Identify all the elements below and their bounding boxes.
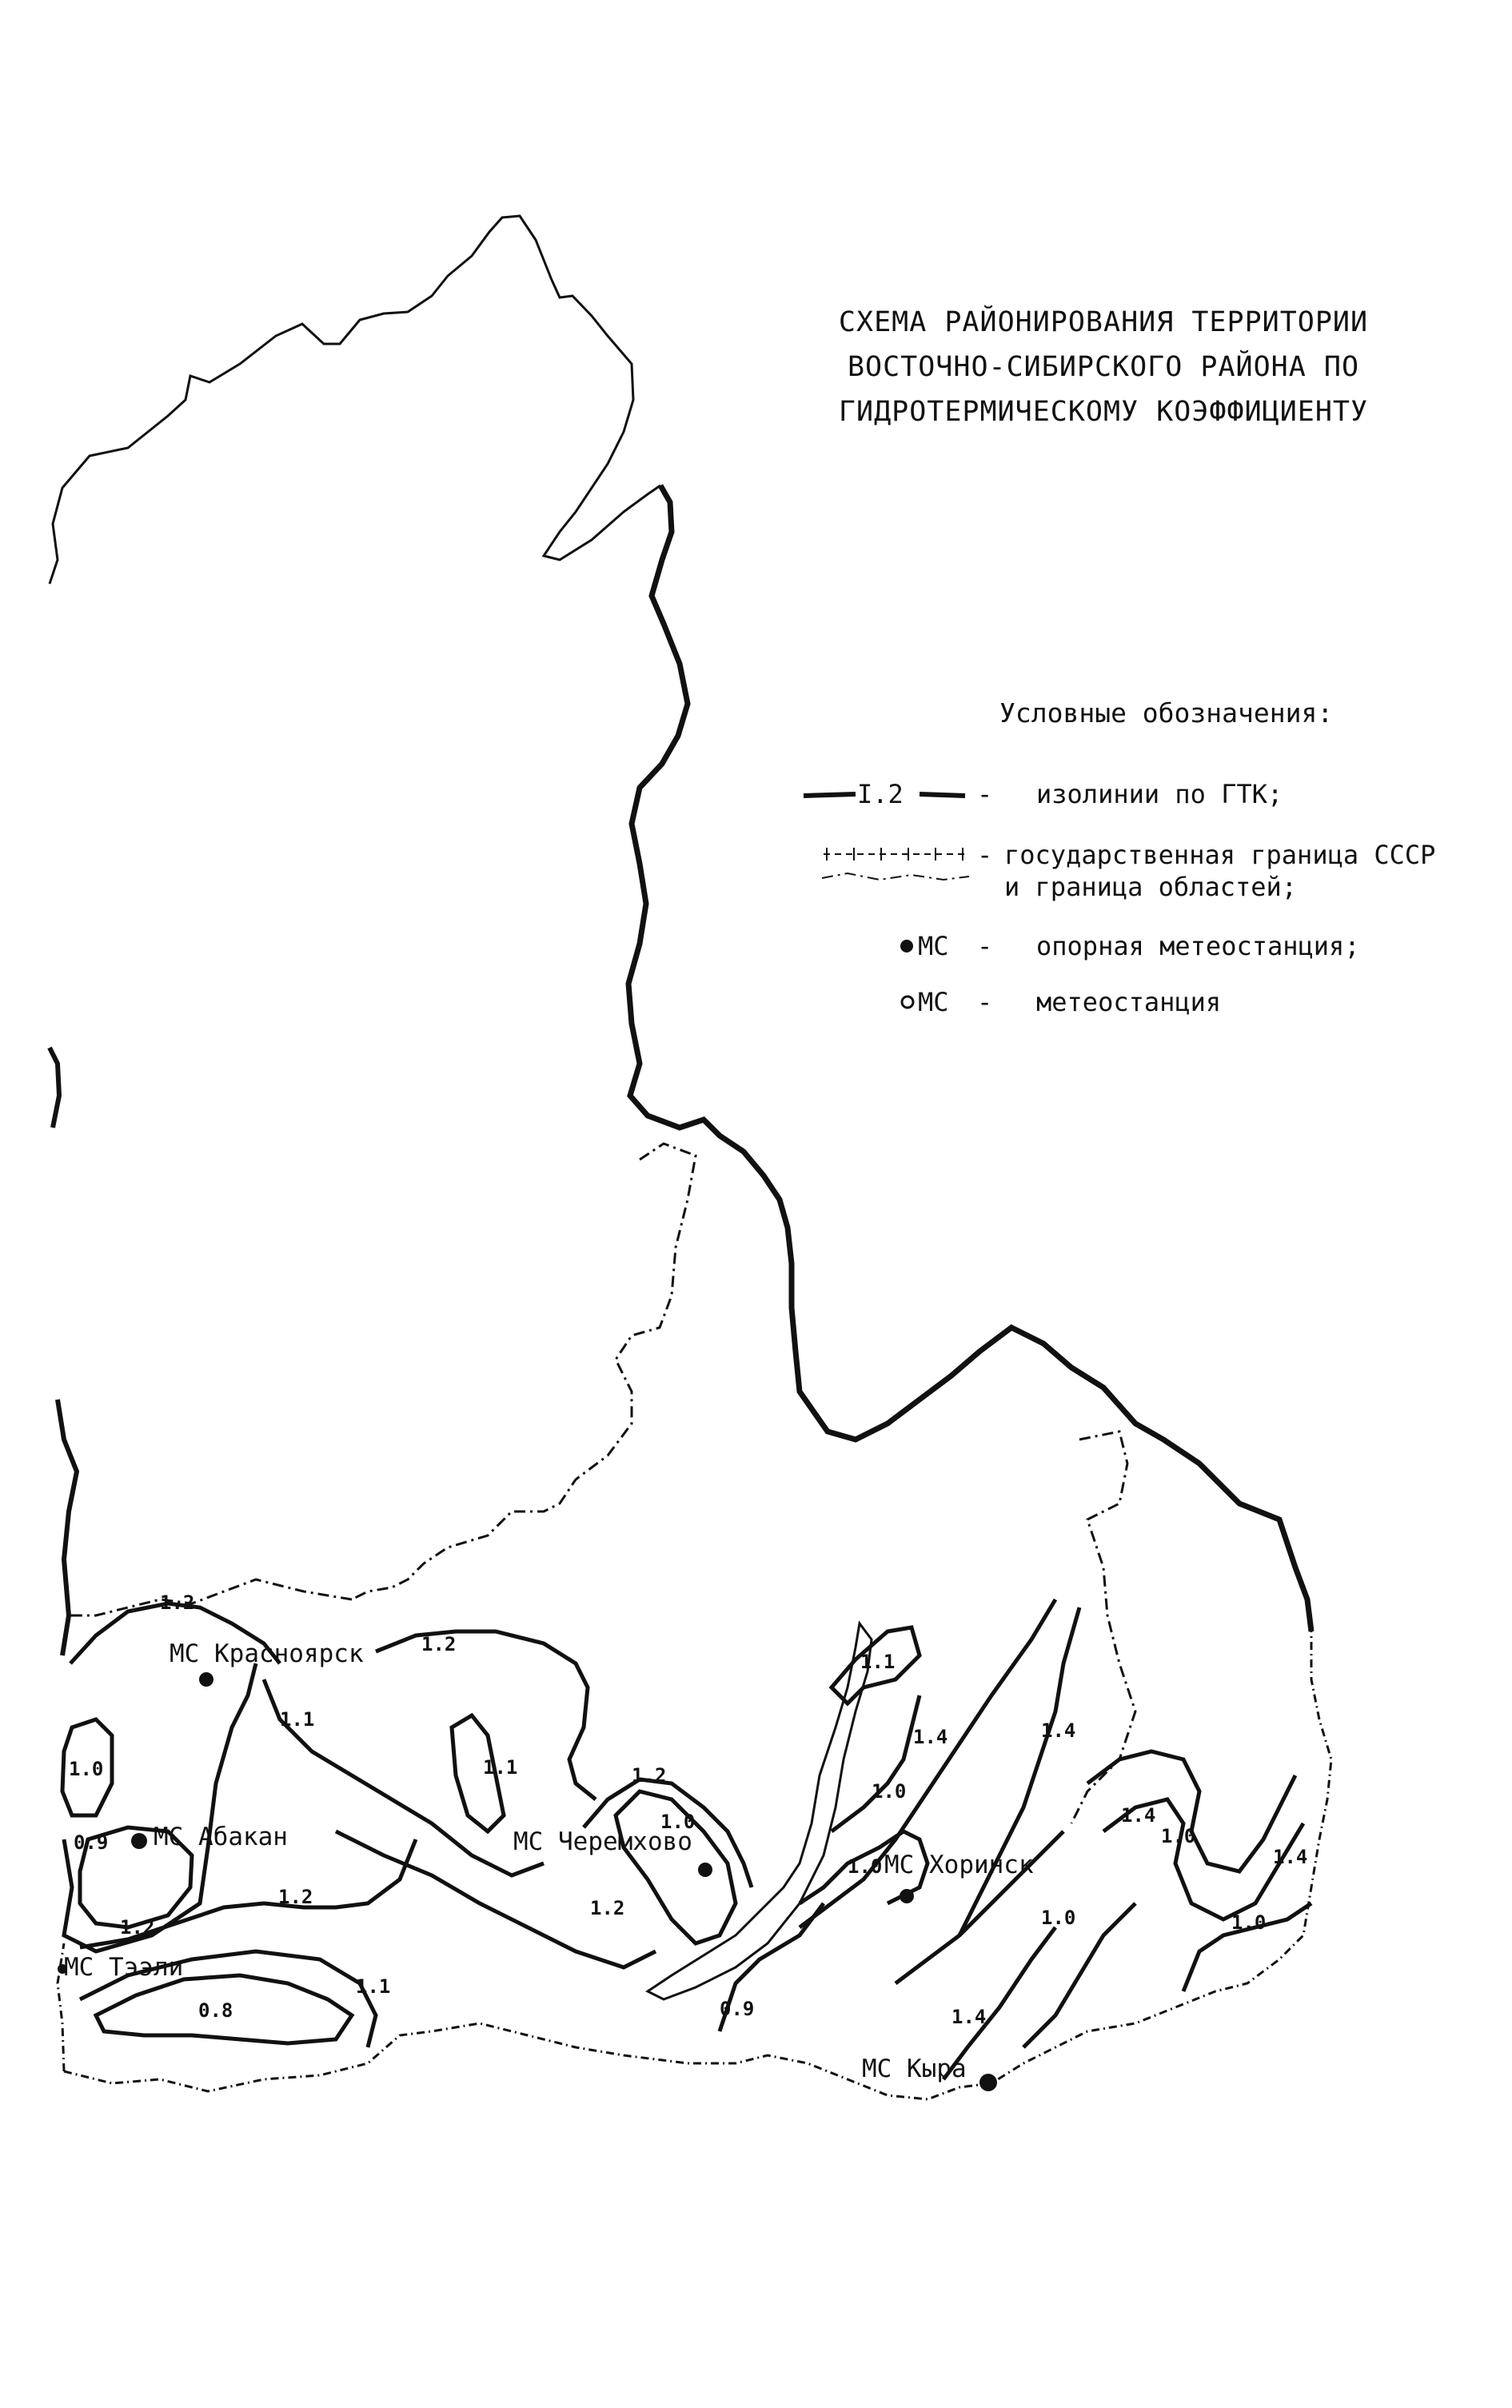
isoline-label: 0.9 (74, 1831, 109, 1854)
legend-border-text-1: государственная граница СССР (1004, 840, 1436, 870)
legend-station-circle (902, 996, 913, 1008)
isoline-label: 1.2 (120, 1916, 155, 1939)
station-marker-cheremkhovo (698, 1863, 712, 1877)
title-line-2: ВОСТОЧНО-СИБИРСКОГО РАЙОНА ПО (847, 351, 1360, 383)
isoline-label: 1.1 (280, 1708, 315, 1731)
isoline-label: 0.8 (198, 1999, 233, 2022)
legend-dash: - (977, 840, 993, 870)
state-border (628, 485, 1311, 1631)
isoline-label: 1.2 (632, 1764, 667, 1787)
isoline-1.4-south (1023, 1903, 1135, 2047)
legend-isoline-sample-text: I.2 (857, 779, 904, 809)
isoline-label: 1.0 (872, 1780, 907, 1803)
isoline-label: 1.4 (1273, 1846, 1308, 1868)
legend-station-text: метеостанция (1036, 987, 1222, 1017)
legend-station-symbol: МС (918, 987, 949, 1017)
isoline-1.0-khor (832, 1695, 920, 1831)
legend-ref-station-text: опорная метеостанция; (1036, 931, 1360, 961)
isoline-label: 1.0 (848, 1855, 883, 1878)
legend-ref-station-symbol: МС (918, 931, 949, 961)
coastline-north (50, 216, 660, 584)
station-label-khorinsk: МС Хоринск (884, 1851, 1034, 1879)
legend-heading: Условные обозначения: (999, 697, 1334, 729)
south-west-border (58, 1943, 64, 2071)
station-marker-krasnoyarsk (199, 1672, 213, 1687)
isoline-label: 1.1 (483, 1756, 518, 1779)
title-line-1: СХЕМА РАЙОНИРОВАНИЯ ТЕРРИТОРИИ (838, 306, 1369, 338)
station-label-krasnoyarsk: МС Красноярск (170, 1639, 364, 1668)
legend-regional-border-sample (822, 873, 969, 880)
isoline-label: 1.0 (69, 1758, 104, 1780)
isoline-label: 1.1 (356, 1975, 391, 1998)
station-label-teeli: МС Тээли (64, 1953, 184, 1982)
isoline-label: 1.0 (1041, 1907, 1076, 1929)
isoline-1.0-east (1087, 1751, 1295, 1871)
isoline-label: 1.4 (913, 1726, 948, 1748)
isoline-label: 1.0 (660, 1811, 696, 1833)
legend-dash: - (977, 931, 993, 961)
state-border-west (58, 1400, 77, 1655)
station-label-kyra: МС Кыра (862, 2055, 967, 2083)
station-marker-kyra (979, 2074, 997, 2091)
isoline-label: 1.0 (1161, 1825, 1196, 1847)
legend-dash: - (977, 779, 993, 809)
station-marker-abakan (131, 1833, 147, 1849)
legend-isoline-sample-left (804, 794, 856, 796)
isoline-label: 1.4 (1041, 1719, 1076, 1742)
legend-ref-station-dot (900, 940, 913, 952)
station-label-cheremkhovo: МС Черемхово (513, 1827, 692, 1856)
legend-dash: - (977, 987, 993, 1017)
title-line-3: ГИДРОТЕРМИЧЕСКОМУ КОЭФФИЦИЕНТУ (838, 396, 1369, 428)
isoline-label: 1.1 (860, 1651, 896, 1673)
regional-border-2 (68, 1579, 352, 1615)
map-title (800, 300, 1407, 434)
legend-isoline-sample-right (920, 794, 965, 796)
station-label-abakan: МС Абакан (154, 1823, 288, 1851)
isoline-label: 1.2 (278, 1886, 313, 1908)
isoline-label: 0.9 (720, 1998, 755, 2020)
southern-state-border (64, 1631, 1331, 2099)
regional-border-3 (1071, 1432, 1135, 1823)
station-marker-khorinsk (900, 1889, 914, 1903)
coastline-west-fragment (50, 1048, 59, 1128)
isoline-label: 1.4 (1121, 1804, 1156, 1827)
isoline-label: 1.0 (1231, 1911, 1267, 1934)
isoline-label: 1.2 (160, 1591, 195, 1614)
isoline-label: 1.2 (421, 1633, 457, 1655)
legend-isoline-text: изолинии по ГТК; (1036, 779, 1283, 809)
isoline-label: 1.4 (951, 2006, 987, 2028)
isoline-label: 1.2 (590, 1897, 625, 1919)
regional-border (352, 1144, 696, 1599)
legend-border-text-2: и граница областей; (1004, 872, 1298, 902)
